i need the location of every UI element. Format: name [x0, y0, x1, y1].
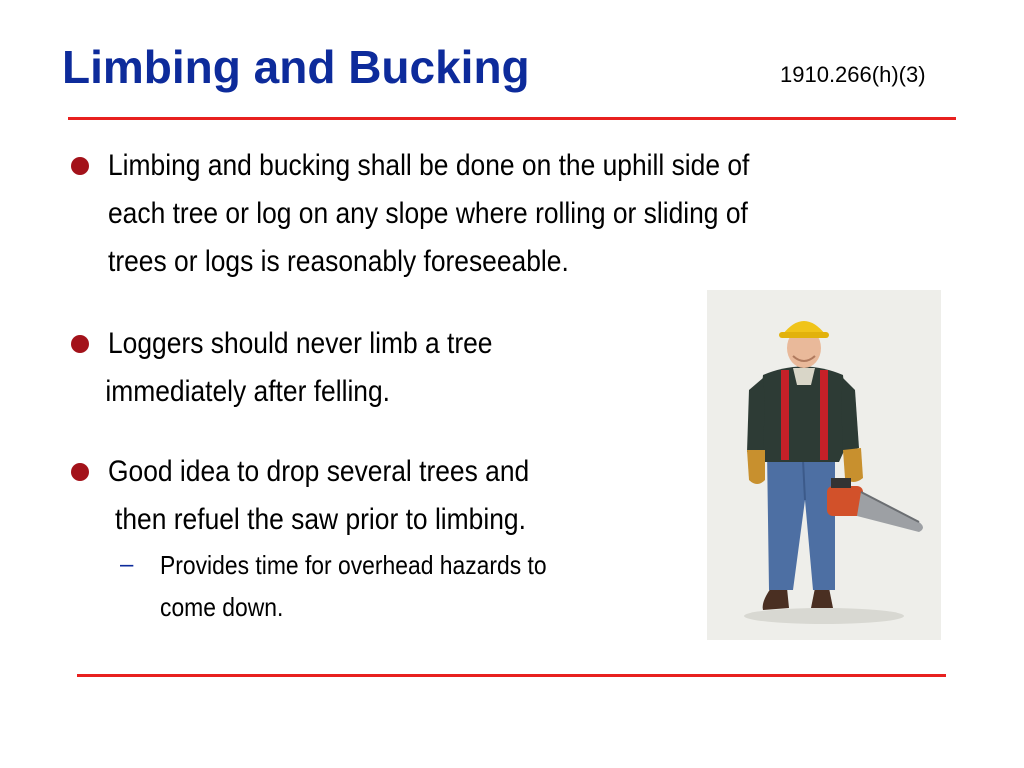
bullet-dot-icon [71, 335, 89, 353]
sub-bullet-item [120, 544, 680, 628]
bullet-text [108, 142, 867, 286]
bullet-line: Limbing and bucking shall be done on the uphill side of [108, 149, 750, 182]
bullet-dot-icon [71, 157, 89, 175]
bullet-line: Loggers should never limb a tree [108, 327, 493, 360]
bullet-text [108, 448, 620, 544]
bullet-item [70, 320, 690, 416]
logger-photo [707, 290, 941, 640]
dash-icon: – [120, 551, 134, 578]
bottom-divider [77, 674, 946, 677]
bullet-text [105, 320, 620, 416]
sub-bullet-text [160, 544, 618, 628]
regulation-citation: 1910.266(h)(3) [780, 62, 926, 87]
slide-title: Limbing and Bucking [62, 41, 530, 93]
bullet-item [70, 142, 970, 286]
sub-bullet-line: Provides time for overhead hazards to [160, 550, 547, 580]
bullet-line: then refuel the saw prior to limbing. [115, 503, 526, 536]
top-divider [68, 117, 956, 120]
bullet-item [70, 448, 690, 544]
sub-bullet-line: come down. [160, 592, 284, 622]
bullet-line: immediately after felling. [105, 375, 391, 408]
bullet-dot-icon [71, 463, 89, 481]
bullet-line: Good idea to drop several trees and [108, 455, 530, 488]
bullet-line: trees or logs is reasonably foreseeable. [108, 245, 569, 278]
bullet-line: each tree or log on any slope where rolling or sliding of [108, 197, 748, 230]
